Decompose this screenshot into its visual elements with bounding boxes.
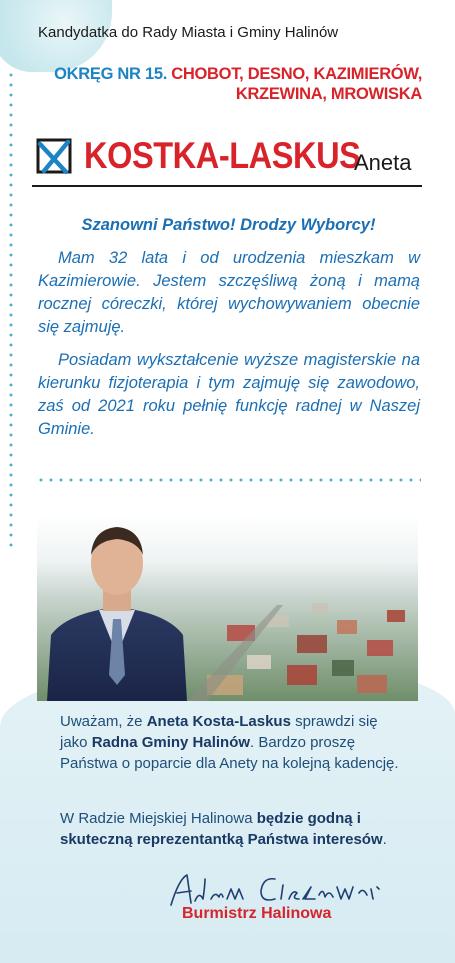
endorsement-paragraph-1 [60, 711, 405, 774]
candidate-line: Kandydatka do Rady Miasta i Gminy Halinów [38, 24, 339, 41]
candidate-name-bar [32, 134, 422, 188]
endorse-name: Aneta Kosta-Laskus [146, 713, 291, 730]
endorse-text: . [382, 831, 387, 848]
letter-paragraph-1: Mam 32 lata i od urodzenia mieszkam w Kazimierowie. Jestem szczęśliwą żoną i mamą rocznej córeczki, której wychowywaniem obecnie się zajmuję. [38, 249, 420, 336]
signer-title: Burmistrz Halinowa [182, 905, 332, 922]
endorse-text: Uważam, że [60, 713, 147, 730]
candidate-surname: KOSTKA-LASKUS [84, 135, 361, 176]
endorse-role: Radna Gminy Halinów [91, 734, 251, 751]
district-names-2: KRZEWINA, MROWISKA [235, 85, 422, 103]
endorse-emphasis: będzie godną i skuteczną reprezentantką Państwa interesów [60, 810, 383, 848]
endorse-text: sprawdzi się jako [60, 713, 378, 751]
letter-paragraph-2: Posiadam wykształcenie wyższe magisterskie na kierunku fizjoterapia i tym zajmuję się zawodowo, zaś od 2021 roku pełnię funkcję radnej w Naszej Gminie. [38, 351, 420, 438]
endorse-text: . Bardzo proszę Państwa o poparcie dla Anety na kolejną kadencję. [60, 734, 399, 772]
district-heading [36, 64, 422, 104]
vertical-dotted-line [9, 70, 13, 550]
ballot-check-icon [36, 138, 72, 174]
endorsement-paragraph-2 [60, 808, 405, 850]
name-divider [32, 185, 422, 187]
district-number: OKRĘG NR 15. [54, 65, 167, 83]
horizontal-dotted-line [36, 478, 421, 482]
endorse-text: W Radzie Miejskiej Halinowa [60, 810, 257, 827]
candidate-photo [37, 515, 418, 701]
letter-greeting: Szanowni Państwo! Drodzy Wyborcy! [81, 216, 376, 234]
district-names-1: CHOBOT, DESNO, KAZIMIERÓW, [171, 65, 422, 83]
candidate-first-name: Aneta [354, 150, 412, 175]
